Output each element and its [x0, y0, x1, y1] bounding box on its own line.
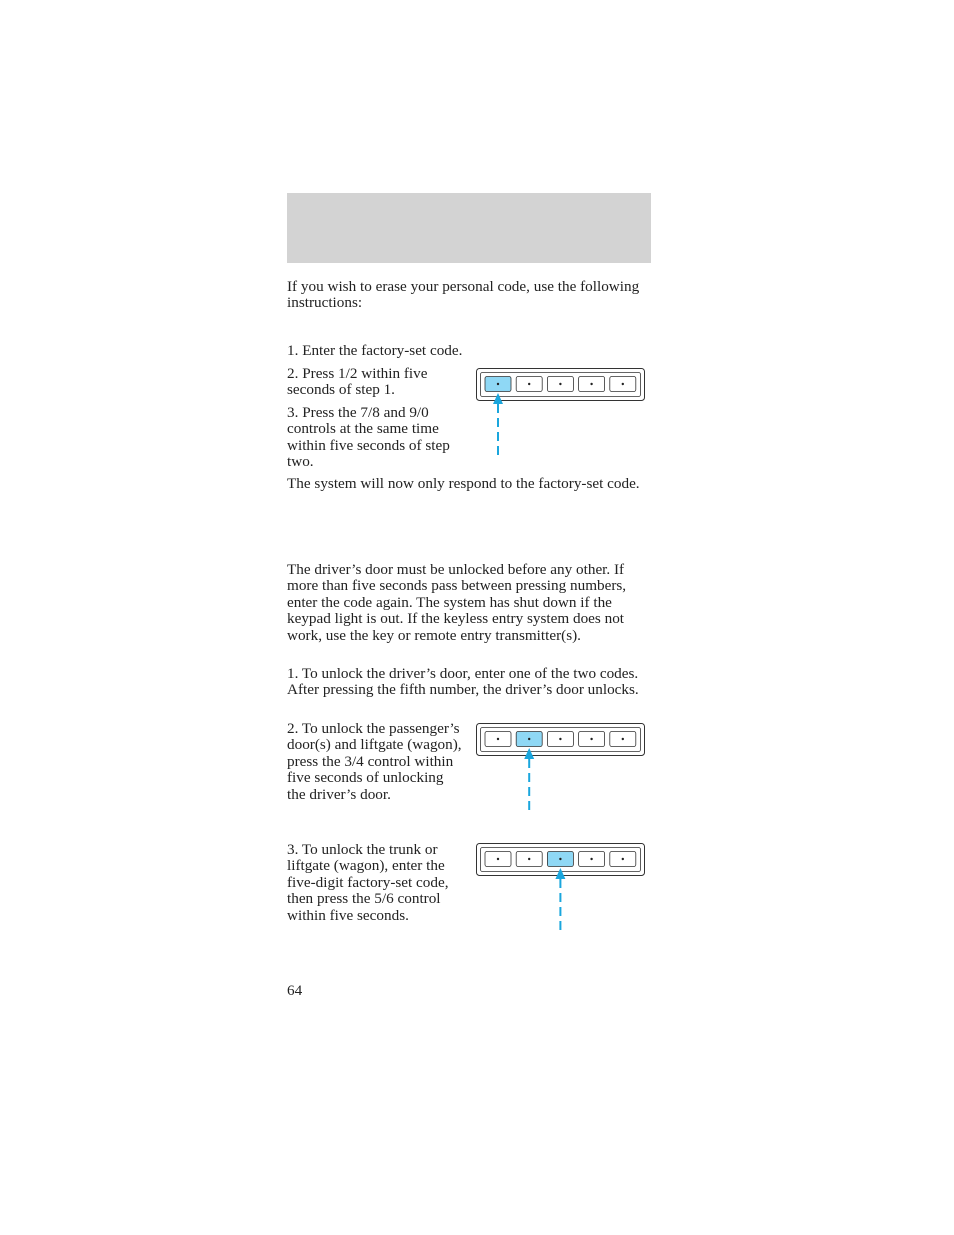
erase-intro: If you wish to erase your personal code, use the following instructions: [287, 278, 640, 312]
keypad-button-dot [590, 858, 592, 860]
keypad-diagram-3 [476, 843, 645, 876]
keypad-button-dot [590, 738, 592, 740]
keypad-button-dot [559, 738, 561, 740]
keypad-diagram-2 [476, 723, 645, 756]
keypad-button-dot [497, 858, 499, 860]
keypad-button-dot [590, 383, 592, 385]
keypad-button-dot [497, 738, 499, 740]
keypad-illustration [476, 368, 645, 463]
keypad-illustration [476, 723, 645, 818]
erase-result: The system will now only respond to the factory-set code. [287, 475, 640, 492]
erase-step-2: 2. Press 1/2 within five seconds of step 1. [287, 365, 428, 399]
keypad-button-dot [559, 858, 561, 860]
erase-step-3: 3. Press the 7/8 and 9/0 controls at the same time within five seconds of step two. [287, 404, 450, 471]
keypad-button-dot [528, 858, 530, 860]
keypad-button-dot [622, 858, 624, 860]
keypad-illustration [476, 843, 645, 938]
page-number: 64 [287, 982, 303, 999]
keypad-button-dot [528, 738, 530, 740]
unlock-step-1: 1. To unlock the driver’s door, enter one of the two codes. After pressing the fifth number, the driver’s door unlocks. [287, 665, 639, 699]
keypad-button-dot [528, 383, 530, 385]
unlock-step-2: 2. To unlock the passenger’s door(s) and liftgate (wagon), press the 3/4 control within five seconds of unlocking the driver’s door. [287, 720, 462, 803]
keypad-button-dot [622, 383, 624, 385]
unlock-step-3: 3. To unlock the trunk or liftgate (wagon), enter the five-digit factory-set code, then press the 5/6 control within five seconds. [287, 841, 449, 924]
erase-step-1: 1. Enter the factory-set code. [287, 342, 463, 359]
keypad-button-dot [622, 738, 624, 740]
unlock-intro: The driver’s door must be unlocked before any other. If more than five seconds pass between pressing numbers, enter the code again. The system has shut down if the keypad light is out. If the keyless entry system does not work, use the key or remote entry transmitter(s). [287, 561, 627, 644]
keypad-diagram-1 [476, 368, 645, 401]
keypad-button-dot [559, 383, 561, 385]
section-header-bar [287, 193, 651, 263]
keypad-button-dot [497, 383, 499, 385]
